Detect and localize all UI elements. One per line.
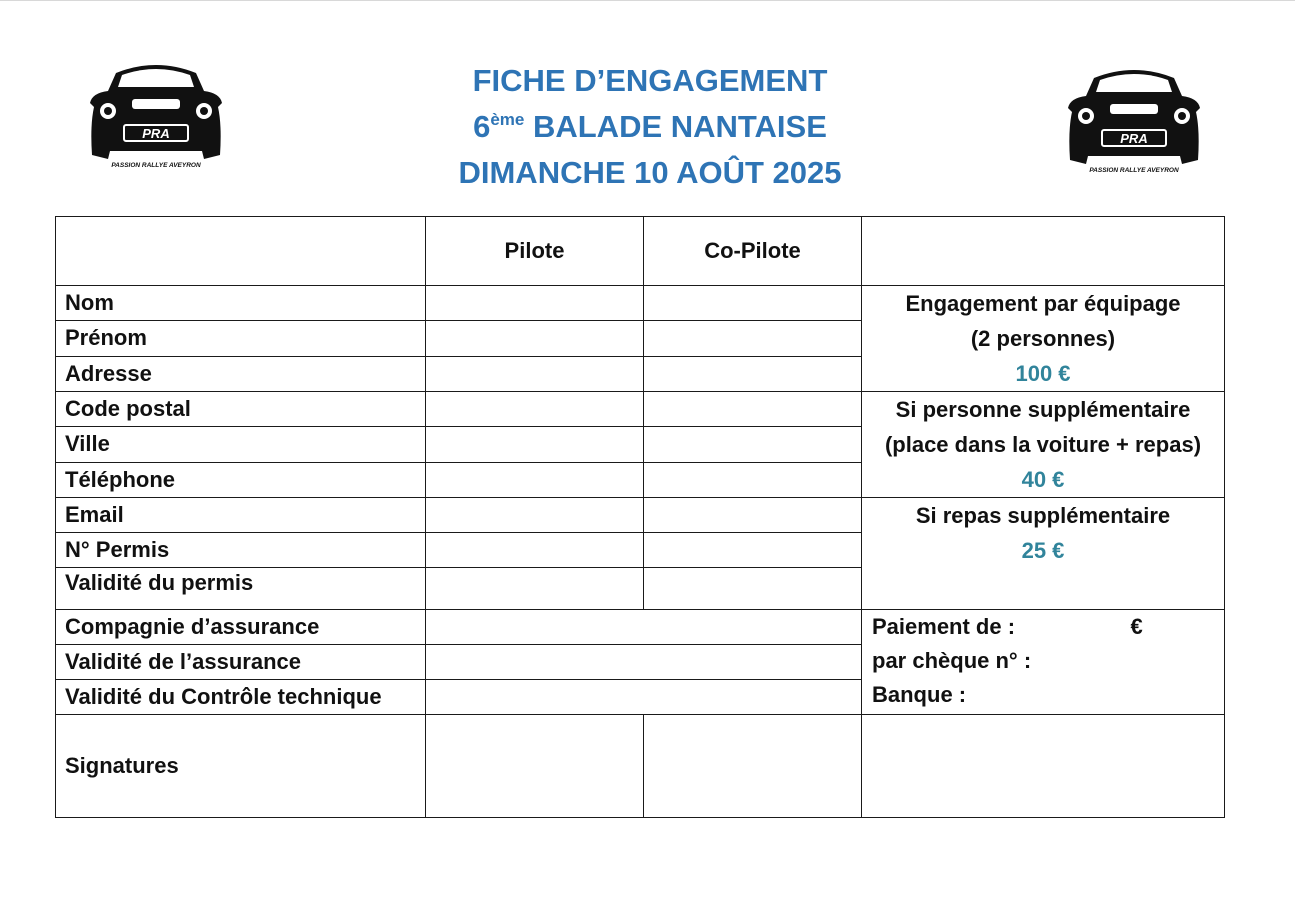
- payment-amount-line: [872, 610, 1224, 644]
- car-front-icon: [1064, 60, 1204, 175]
- copilote-email-field[interactable]: [644, 498, 862, 533]
- crew-price: 100 €: [1015, 361, 1071, 386]
- copilote-signature-field[interactable]: [644, 715, 862, 818]
- pilote-signature-field[interactable]: [426, 715, 644, 818]
- row-label-prenom: Prénom: [56, 321, 426, 356]
- crew-pricing-line1: Engagement par équipage: [905, 291, 1181, 316]
- logo-caption-text: PASSION RALLYE AVEYRON: [1089, 167, 1179, 174]
- logo-plate-text: PRA: [142, 126, 170, 141]
- copilote-ville-field[interactable]: [644, 427, 862, 462]
- row-label-nom: Nom: [56, 286, 426, 321]
- crew-pricing-cell: [862, 286, 1225, 392]
- organizer-signature-field[interactable]: [862, 715, 1225, 818]
- row-label-permis: N° Permis: [56, 533, 426, 568]
- logo-caption-text: PASSION RALLYE AVEYRON: [111, 162, 201, 169]
- pilote-prenom-field[interactable]: [426, 321, 644, 356]
- pilote-adresse-field[interactable]: [426, 356, 644, 391]
- copilote-permis-field[interactable]: [644, 533, 862, 568]
- validite-assurance-field[interactable]: [426, 645, 862, 680]
- table-header-row: [56, 217, 1225, 286]
- title-line-3: DIMANCHE 10 AOÛT 2025: [458, 155, 842, 190]
- copilote-validite-permis-field[interactable]: [644, 568, 862, 610]
- meal-price: 25 €: [1021, 538, 1065, 563]
- header-copilote: Co-Pilote: [644, 217, 862, 286]
- row-label-adresse: Adresse: [56, 356, 426, 391]
- copilote-code-postal-field[interactable]: [644, 392, 862, 427]
- payment-currency: €: [1130, 614, 1143, 639]
- header-empty-cell: [862, 217, 1225, 286]
- table-row: [56, 286, 1225, 321]
- row-label-signatures: Signatures: [56, 715, 426, 818]
- row-label-email: Email: [56, 498, 426, 533]
- table-row: [56, 498, 1225, 533]
- row-label-code-postal: Code postal: [56, 392, 426, 427]
- extra-price: 40 €: [1021, 467, 1065, 492]
- pilote-ville-field[interactable]: [426, 427, 644, 462]
- top-border-line: [0, 0, 1295, 1]
- pra-car-logo-right: [1064, 60, 1204, 175]
- copilote-telephone-field[interactable]: [644, 462, 862, 497]
- signatures-row: [56, 715, 1225, 818]
- title-edition-number: 6: [473, 109, 491, 144]
- extra-pricing-line2: (place dans la voiture + repas): [884, 432, 1202, 457]
- title-line-1: FICHE D’ENGAGEMENT: [472, 63, 828, 98]
- controle-technique-field[interactable]: [426, 680, 862, 715]
- table-row: [56, 392, 1225, 427]
- row-label-ville: Ville: [56, 427, 426, 462]
- assurance-field[interactable]: [426, 610, 862, 645]
- payment-amount-label: Paiement de :: [872, 614, 1016, 639]
- payment-cell: [862, 610, 1225, 715]
- copilote-nom-field[interactable]: [644, 286, 862, 321]
- row-label-controle-technique: Validité du Contrôle technique: [56, 680, 426, 715]
- copilote-adresse-field[interactable]: [644, 356, 862, 391]
- pra-car-logo-left: [86, 55, 226, 170]
- pilote-code-postal-field[interactable]: [426, 392, 644, 427]
- title-edition-suffix: ème: [490, 110, 525, 129]
- pilote-telephone-field[interactable]: [426, 462, 644, 497]
- extra-pricing-line1: Si personne supplémentaire: [895, 397, 1191, 422]
- pilote-validite-permis-field[interactable]: [426, 568, 644, 610]
- title-event-name: BALADE NANTAISE: [524, 109, 827, 144]
- table-row: [56, 610, 1225, 645]
- car-front-icon: [86, 55, 226, 170]
- row-label-validite-permis: Validité du permis: [56, 568, 426, 610]
- header-empty-cell: [56, 217, 426, 286]
- form-title: [350, 58, 950, 196]
- entry-form-table: [55, 216, 1225, 818]
- row-label-assurance: Compagnie d’assurance: [56, 610, 426, 645]
- pilote-permis-field[interactable]: [426, 533, 644, 568]
- header-pilote: Pilote: [426, 217, 644, 286]
- row-label-validite-assurance: Validité de l’assurance: [56, 645, 426, 680]
- copilote-prenom-field[interactable]: [644, 321, 862, 356]
- meal-pricing-cell: [862, 498, 1225, 610]
- payment-cheque-label: par chèque n° :: [872, 648, 1032, 673]
- meal-pricing-line1: Si repas supplémentaire: [915, 503, 1171, 528]
- crew-pricing-line2: (2 personnes): [970, 326, 1116, 351]
- payment-bank-label: Banque :: [872, 682, 967, 707]
- extra-person-pricing-cell: [862, 392, 1225, 498]
- row-label-telephone: Téléphone: [56, 462, 426, 497]
- pilote-email-field[interactable]: [426, 498, 644, 533]
- logo-plate-text: PRA: [1120, 131, 1148, 146]
- pilote-nom-field[interactable]: [426, 286, 644, 321]
- title-line-2: [350, 104, 950, 150]
